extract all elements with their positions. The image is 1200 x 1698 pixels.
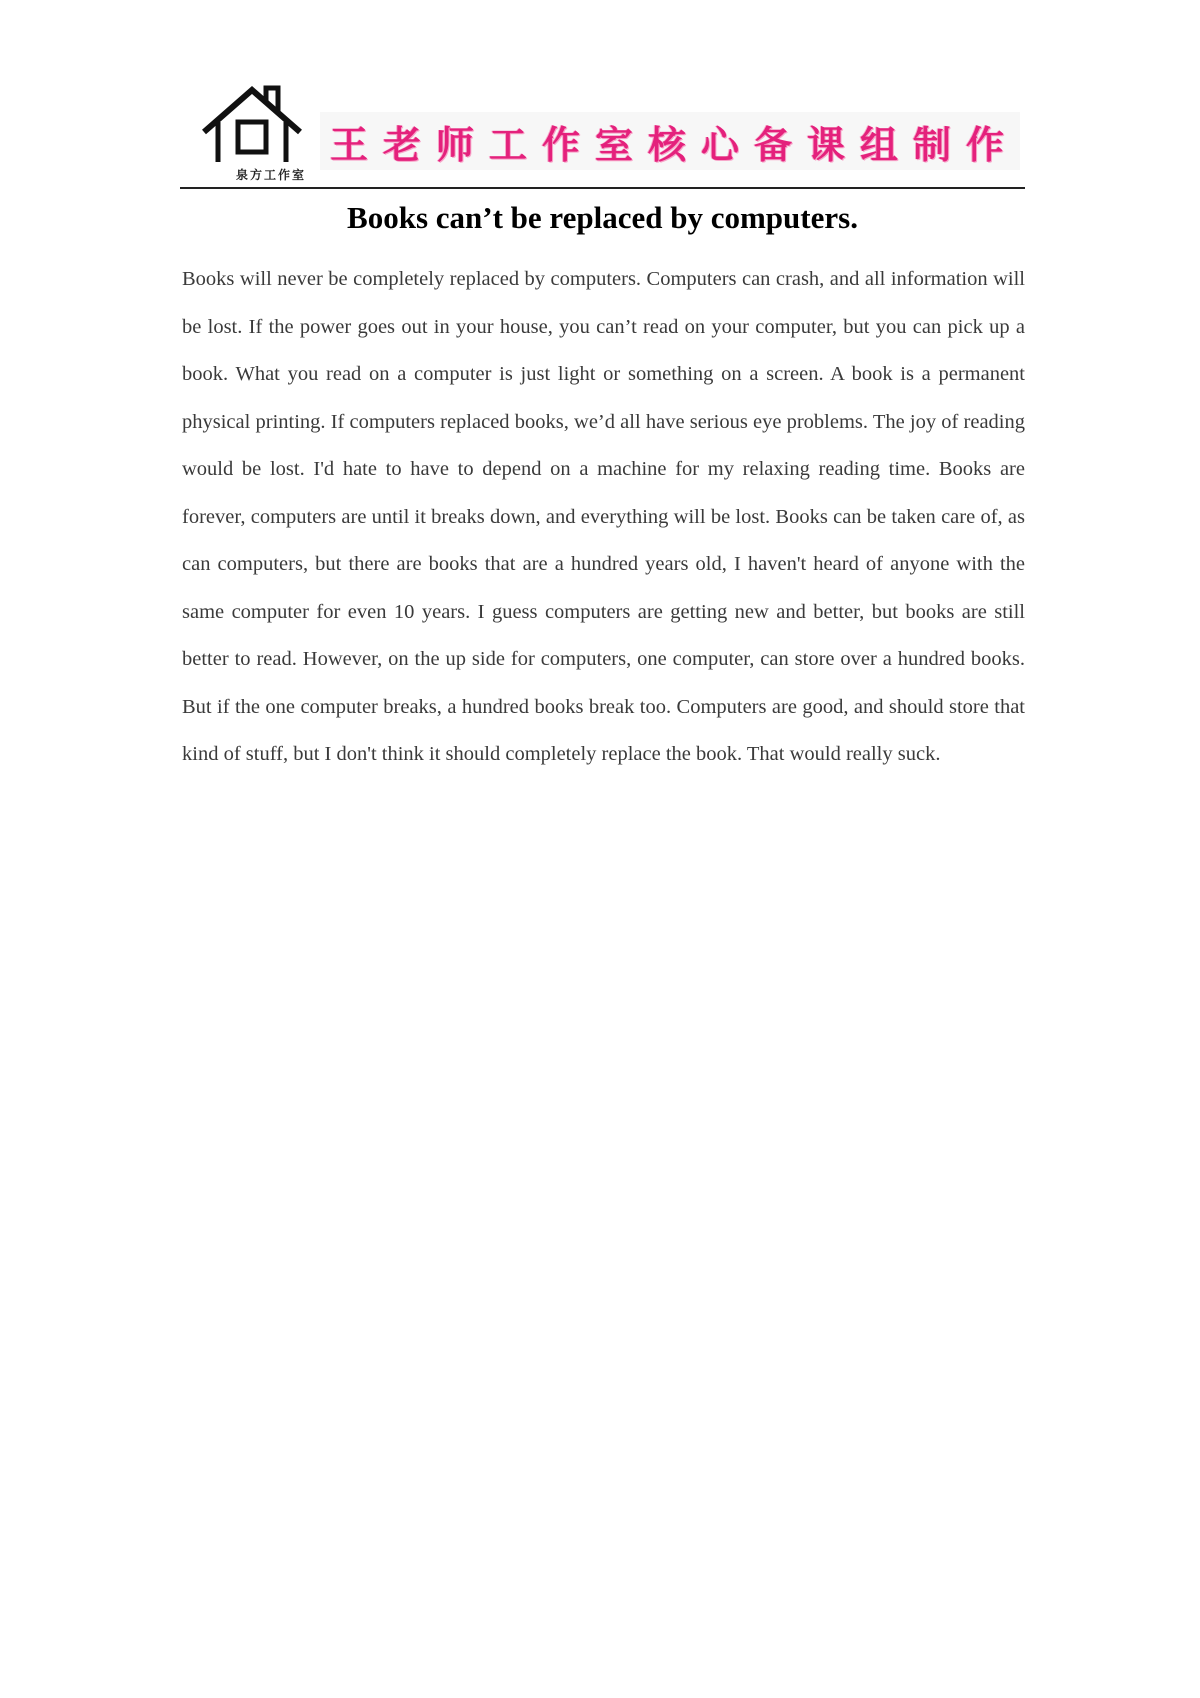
studio-banner bbox=[320, 112, 1020, 170]
document-title: Books can’t be replaced by computers. bbox=[347, 200, 858, 235]
document-body: Books will never be completely replaced by computers. Computers can crash, and all information will be lost. If the power goes out in your house, you can’t read on your computer, but you can pick up a book. What you read on a computer is just light or something on a screen. A book is a permanent physical printing. If computers replaced books, we’d all have serious eye problems. The joy of reading would be lost. I'd hate to have to depend on a machine for my relaxing reading time. Books are forever, computers are until it breaks down, and everything will be lost. Books can be taken care of, as can computers, but there are books that are a hundred years old, I haven't heard of anyone with the same computer for even 10 years. I guess computers are getting new and better, but books are still better to read. However, on the up side for computers, one computer, can store over a hundred books. But if the one computer breaks, a hundred books break too. Computers are good, and should store that kind of stuff, but I don't think it should completely replace the book. That would really suck. bbox=[182, 268, 1025, 765]
page-header bbox=[180, 82, 1025, 186]
house-icon bbox=[198, 82, 308, 168]
logo-caption: 泉方工作室 bbox=[235, 168, 306, 182]
banner-text: 王老师工作室核心备课组制作 bbox=[330, 122, 1020, 167]
header-divider bbox=[180, 187, 1025, 189]
studio-logo bbox=[198, 82, 308, 184]
